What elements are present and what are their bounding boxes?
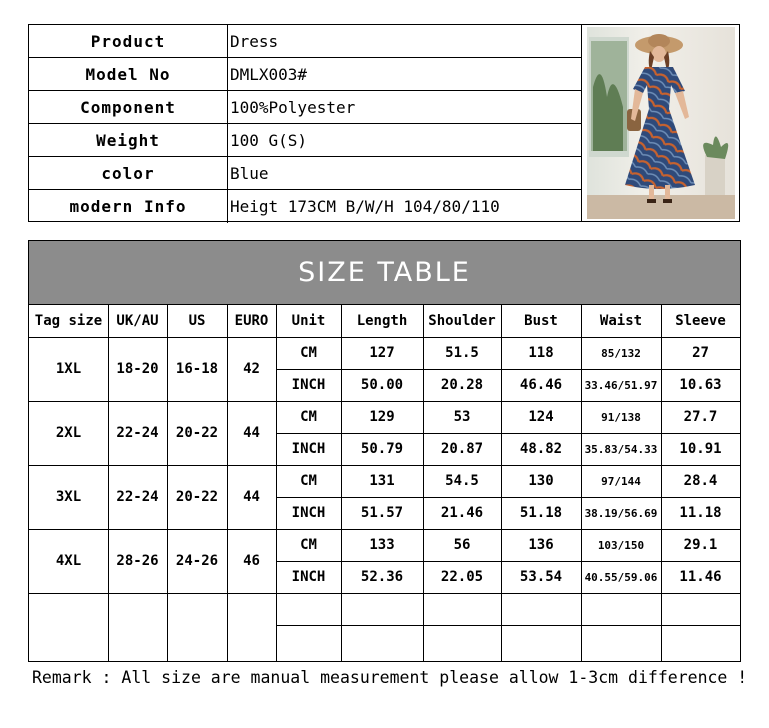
shoulder-cell: 51.5	[445, 345, 479, 361]
grid-line	[581, 305, 582, 661]
grid-line	[29, 593, 740, 594]
uk-size-cell: 28-26	[116, 553, 159, 569]
tag-size-cell: 1XL	[55, 361, 82, 377]
size-table-title: SIZE TABLE	[29, 241, 740, 305]
length-cell: 50.00	[360, 377, 404, 393]
info-value: Blue	[230, 163, 269, 183]
shoulder-cell: 20.28	[440, 377, 484, 393]
product-photo-cell	[581, 25, 739, 221]
size-table	[28, 240, 741, 662]
bust-cell: 48.82	[519, 441, 563, 457]
waist-cell: 40.55/59.06	[584, 570, 658, 584]
length-cell: 131	[369, 473, 395, 489]
us-size-cell: 24-26	[175, 553, 219, 569]
bust-cell: 53.54	[519, 569, 563, 585]
length-cell: 127	[369, 345, 395, 361]
shoulder-cell: 54.5	[445, 473, 479, 489]
sleeve-cell: 29.1	[683, 537, 718, 553]
us-size-cell: 16-18	[175, 361, 219, 377]
grid-line	[227, 305, 228, 661]
length-cell: 51.57	[360, 505, 404, 521]
info-label: Component	[29, 91, 228, 123]
euro-size-cell: 44	[243, 425, 260, 441]
info-row	[29, 124, 581, 157]
column-header: Length	[356, 313, 408, 329]
sleeve-cell: 10.63	[679, 377, 722, 393]
product-info-rows	[29, 25, 581, 221]
remark-note: Remark : All size are manual measurement please allow 1-3cm difference !	[32, 668, 748, 687]
grid-line	[423, 305, 424, 661]
uk-size-cell: 18-20	[116, 361, 159, 377]
waist-cell: 35.83/54.33	[584, 442, 658, 456]
grid-line	[167, 305, 168, 661]
sleeve-cell: 28.4	[683, 473, 718, 489]
info-row	[29, 58, 581, 91]
unit-cell: CM	[300, 345, 317, 361]
unit-cell: INCH	[291, 569, 326, 585]
shoulder-cell: 56	[453, 537, 471, 553]
grid-line	[341, 305, 342, 661]
unit-cell: CM	[300, 473, 317, 489]
bust-cell: 118	[528, 345, 554, 361]
shoulder-cell: 53	[453, 409, 471, 425]
waist-cell: 38.19/56.69	[584, 506, 658, 520]
shoulder-cell: 21.46	[440, 505, 484, 521]
length-cell: 52.36	[360, 569, 404, 585]
info-value: 100 G(S)	[230, 130, 308, 150]
info-row	[29, 25, 581, 58]
column-header: Bust	[524, 313, 558, 329]
info-row	[29, 157, 581, 190]
column-header: EURO	[234, 313, 269, 329]
info-value: Dress	[230, 31, 279, 51]
uk-size-cell: 22-24	[116, 425, 159, 441]
sleeve-cell: 27.7	[683, 409, 718, 425]
info-row	[29, 190, 581, 223]
sleeve-cell: 27	[692, 345, 709, 361]
info-label: Model No	[29, 58, 228, 90]
euro-size-cell: 42	[243, 361, 260, 377]
waist-cell: 97/144	[601, 474, 641, 488]
length-cell: 50.79	[360, 441, 404, 457]
bust-cell: 124	[528, 409, 554, 425]
info-label: modern Info	[29, 190, 228, 223]
bust-cell: 46.46	[519, 377, 563, 393]
column-header: Sleeve	[675, 313, 726, 329]
model-dress-photo	[587, 27, 735, 219]
column-header: Tag size	[34, 313, 103, 329]
column-header: UK/AU	[116, 313, 159, 329]
grid-line	[661, 305, 662, 661]
column-header: Waist	[599, 313, 643, 329]
column-header: US	[188, 313, 206, 329]
info-value: 100%Polyester	[230, 97, 356, 117]
tag-size-cell: 3XL	[55, 489, 82, 505]
product-info-table	[28, 24, 740, 222]
grid-line	[276, 625, 740, 626]
length-cell: 133	[369, 537, 395, 553]
bust-cell: 130	[528, 473, 554, 489]
info-value: Heigt 173CM B/W/H 104/80/110	[230, 197, 500, 216]
unit-cell: INCH	[291, 505, 326, 521]
bust-cell: 136	[528, 537, 554, 553]
sleeve-cell: 11.18	[679, 505, 722, 521]
column-header: Shoulder	[428, 313, 496, 329]
grid-line	[276, 305, 277, 661]
grid-line	[29, 337, 740, 338]
bust-cell: 51.18	[519, 505, 563, 521]
unit-cell: CM	[300, 537, 317, 553]
waist-cell: 33.46/51.97	[584, 378, 658, 392]
info-label: color	[29, 157, 228, 189]
tag-size-cell: 4XL	[55, 553, 82, 569]
column-header: Unit	[291, 313, 326, 329]
tag-size-cell: 2XL	[55, 425, 82, 441]
waist-cell: 103/150	[597, 538, 645, 552]
info-row	[29, 91, 581, 124]
euro-size-cell: 44	[243, 489, 260, 505]
info-label: Product	[29, 25, 228, 57]
length-cell: 129	[369, 409, 395, 425]
shoulder-cell: 20.87	[440, 441, 484, 457]
grid-line	[108, 305, 109, 661]
unit-cell: INCH	[291, 377, 326, 393]
waist-cell: 91/138	[601, 410, 641, 424]
unit-cell: INCH	[291, 441, 326, 457]
euro-size-cell: 46	[243, 553, 260, 569]
waist-cell: 85/132	[601, 346, 641, 360]
shoulder-cell: 22.05	[440, 569, 484, 585]
info-label: Weight	[29, 124, 228, 156]
uk-size-cell: 22-24	[116, 489, 159, 505]
sleeve-cell: 11.46	[679, 569, 722, 585]
grid-line	[501, 305, 502, 661]
unit-cell: CM	[300, 409, 317, 425]
info-value: DMLX003#	[230, 64, 308, 84]
us-size-cell: 20-22	[175, 425, 219, 441]
sleeve-cell: 10.91	[679, 441, 722, 457]
us-size-cell: 20-22	[175, 489, 219, 505]
